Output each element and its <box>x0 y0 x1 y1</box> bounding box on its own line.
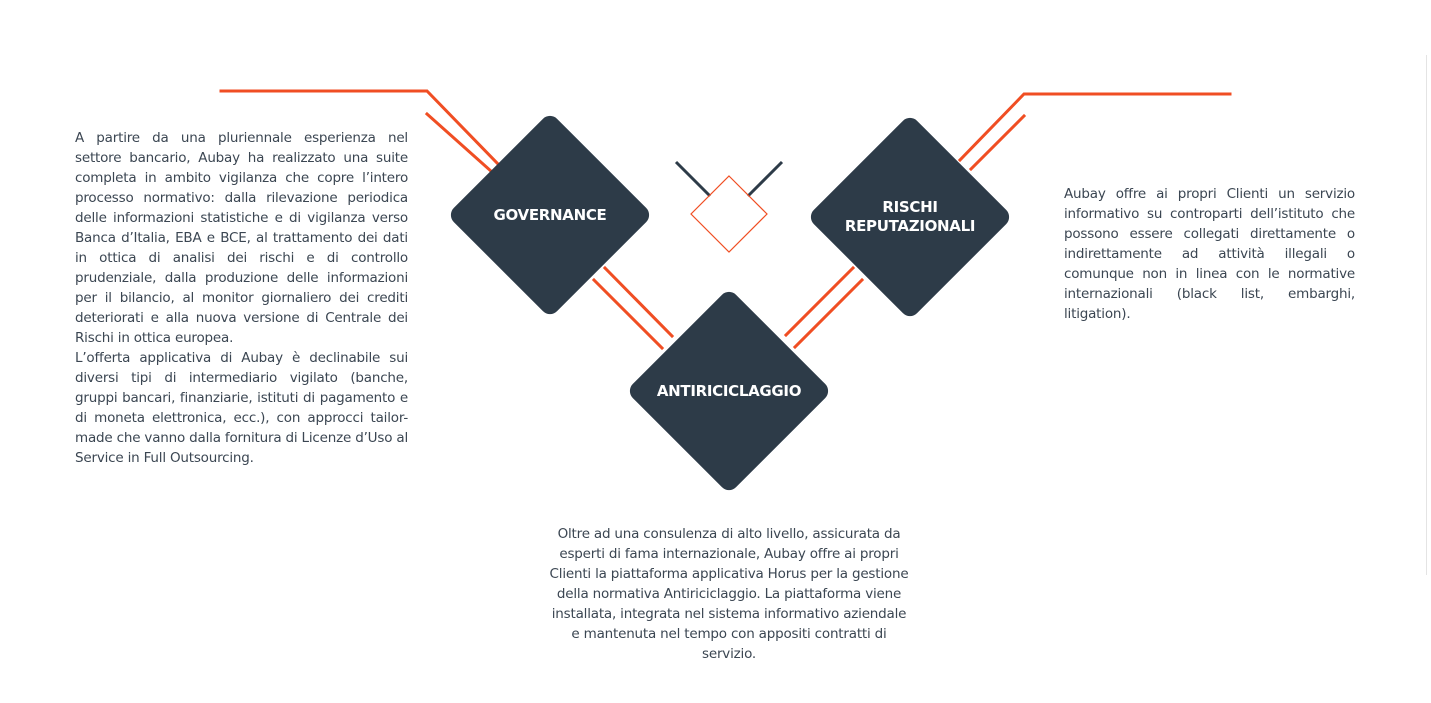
center-v-right <box>748 162 782 196</box>
right-divider <box>1426 55 1427 575</box>
governance-label: GOVERNANCE <box>493 205 607 224</box>
right-description: Aubay offre ai propri Clienti un servizio informativo su controparti dell’istituto che possono essere collegati direttamente o indirettamente ad attività illegali o comunque non in linea con le normative internazionali (black list, embarghi, litigation). <box>1064 186 1355 322</box>
rischi-reputazionali-label: RISCHI REPUTAZIONALI <box>844 198 976 235</box>
antiriciclaggio-diamond <box>622 284 836 498</box>
antiriciclaggio-label: ANTIRICICLAGGIO <box>656 381 802 400</box>
center-v-left <box>676 162 710 196</box>
left-paragraph-2: L’offerta applicativa di Aubay è declinabile sui diversi tipi di intermediario vigilato (banche, gruppi bancari, finanziarie, istituti di pagamento e di moneta elettronica, ecc.), con approcci tailor-made che vanno dalla fornitura di Licenze d’Uso al Service in Full Outsourcing. <box>75 350 408 466</box>
left-description <box>75 128 408 468</box>
left-paragraph-1: A partire da una pluriennale esperienza nel settore bancario, Aubay ha realizzato una suite completa in ambito vigilanza che copre l’intero processo normativo: dalla rilevazione periodica delle informazioni statistiche e di vigilanza verso Banca d’Italia, EBA e BCE, al trattamento dei dati in ottica di analisi dei rischi e di controllo prudenziale, dalla produzione delle informazioni per il bilancio, al monitor giornaliero dei crediti deteriorati e alla nuova versione di Centrale dei Rischi in ottica europea. <box>75 130 408 346</box>
bottom-description: Oltre ad una consulenza di alto livello, assicurata da esperti di fama internazionale, Aubay offre ai propri Clienti la piattaforma applicativa Horus per la gestione della normativa Antiriciclaggio. La piattaforma viene installata, integrata nel sistema informativo aziendale e mantenuta nel tempo con appositi contratti di servizio. <box>549 526 909 662</box>
